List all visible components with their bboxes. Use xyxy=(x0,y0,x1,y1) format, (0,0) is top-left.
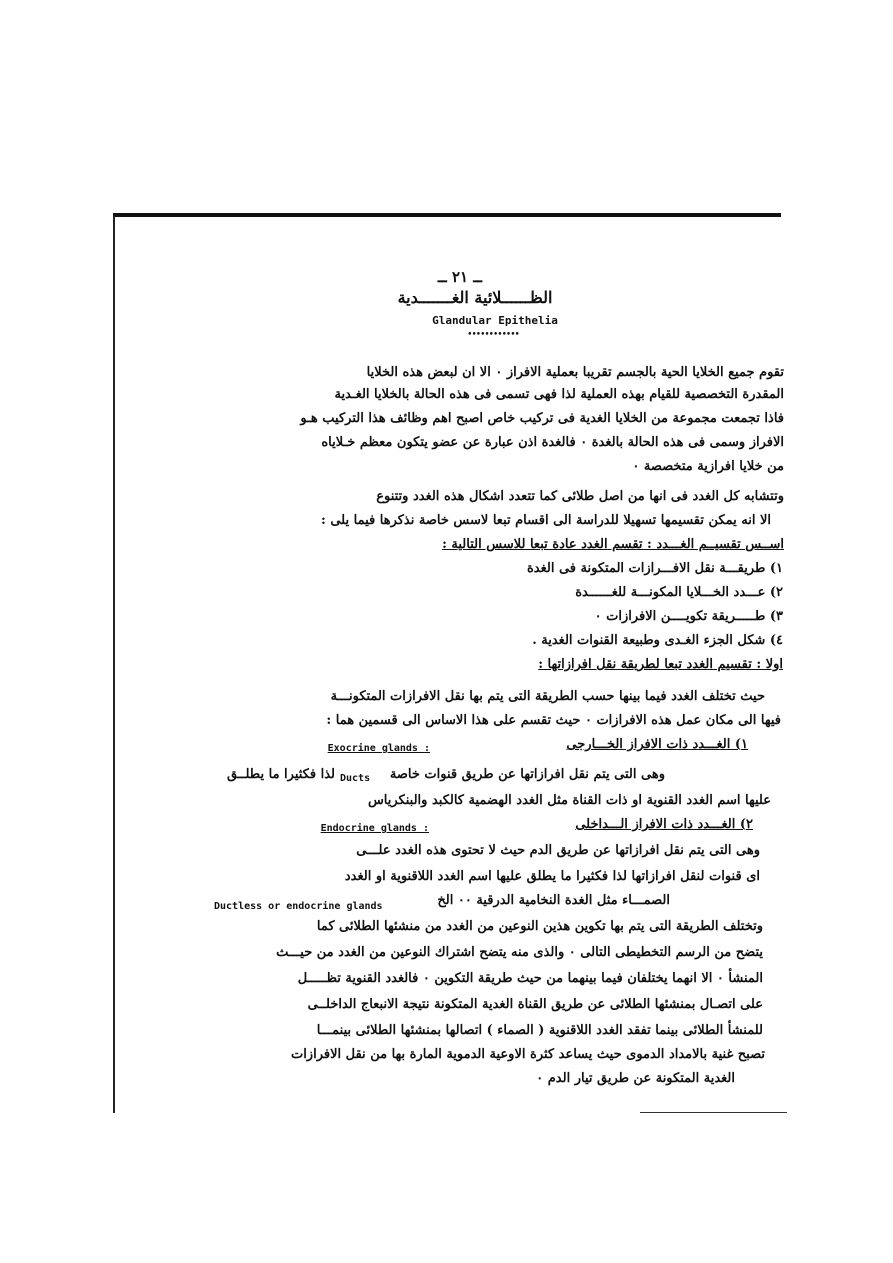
text-line: تقوم جميع الخلايا الحية بالجسم تقريبا بعملية الافراز ٠ الا ان لبعض هذه الخلايا xyxy=(366,365,784,380)
text-line: للمنشأ الطلائى بينما تفقد الغدد اللاقنوية ( الصماء ) اتصالها بمنشئها الطلائى بينمـــا xyxy=(316,1023,763,1038)
title-underline-dots: •••••••••••• xyxy=(467,330,519,340)
top-rule xyxy=(113,213,781,217)
text-line: فيها الى مكان عمل هذه الافرازات ٠ حيث تقسم على هذا الاساس الى قسمين هما : xyxy=(326,713,781,728)
text-line: على اتصـال بمنشئها الطلائى عن طريق القناة الغدية المتكونة نتيجة الانبعاج الداخلــى xyxy=(307,997,763,1012)
term-endocrine-glands: Endocrine glands : xyxy=(320,823,429,834)
bottom-rule xyxy=(640,1112,787,1113)
text-line: وتختلف الطريقة التى يتم بها تكوين هذين النوعين من الغدد من منشئها الطلائى كما xyxy=(316,919,763,934)
page-number: ــ ٢١ ــ xyxy=(437,268,483,286)
text-line: فاذا تجمعت مجموعة من الخلايا الغدية فى تركيب خاص اصبح اهم وظائف هذا التركيب هـو xyxy=(300,411,784,426)
subheading-endocrine: ٢) الغـــدد ذات الافراز الـــداخلى xyxy=(575,817,753,832)
list-item: ٤) شكل الجزء الغـدى وطبيعة القنوات الغدية . xyxy=(532,633,783,648)
list-item: ٣) طـــــريقة تكويــــن الافرازات ٠ xyxy=(594,609,783,624)
term-ducts: Ducts xyxy=(340,773,371,784)
text-line: عليها اسم الغدد القنوية او ذات القناة مثل الغدد الهضمية كالكبد والبنكرياس xyxy=(367,793,771,808)
text-line: من خلايا افرازية متخصصة ٠ xyxy=(632,459,784,474)
term-exocrine-glands: Exocrine glands : xyxy=(327,743,430,754)
text-line: الافراز وسمى فى هذه الحالة بالغدة ٠ فالغدة اذن عبارة عن عضو يتكون معظم خـلاياه xyxy=(321,435,784,450)
text-line: الغدية المتكونة عن طريق تيار الدم ٠ xyxy=(536,1071,735,1086)
subheading-exocrine: ١) الغـــدد ذات الافراز الخـــارجى xyxy=(566,737,748,752)
text-line: تصبح غنية بالامداد الدموى حيث يساعد كثرة الاوعية الدموية المارة بها من نقل الافرازات xyxy=(290,1047,765,1062)
title-arabic: الظــــــلائية الغـــــــدية xyxy=(397,288,553,307)
text-line: وهى التى يتم نقل افرازاتها عن طريق الدم حيث لا تحتوى هذه الغدد علـــى xyxy=(356,843,760,858)
text-line: المنشأ ٠ الا انهما يختلفان فيما بينهما من حيث طريقة التكوين ٠ فالغدد القنوية تظـــــل xyxy=(297,971,763,986)
list-item: ١) طريقـــة نقل الافـــرازات المتكونة فى الغدة xyxy=(526,561,783,576)
section-heading: اولا : تقسيم الغدد تبعا لطريقة نقل افرازاتها : xyxy=(538,657,783,672)
text-line: لذا فكثيرا ما يطلــق xyxy=(227,767,335,782)
text-line: حيث تختلف الغدد فيما بينها حسب الطريقة التى يتم بها نقل الافرازات المتكونـــة xyxy=(330,689,765,704)
section-heading: اســس تقسيــم الغـــدد : تقسم الغدد عادة تبعا للاسس التالية : xyxy=(442,537,784,552)
text-line: الا انه يمكن تقسيمها تسهيلا للدراسة الى اقسام تبعا لاسس خاصة نذكرها فيما يلى : xyxy=(321,513,771,528)
text-line: يتضح من الرسم التخطيطى التالى ٠ والذى منه يتضح اشتراك النوعين من الغدد من حيـــث xyxy=(276,945,763,960)
text-line: وتتشابه كل الغدد فى انها من اصل طلائى كما تتعدد اشكال هذه الغدد وتتنوع xyxy=(376,489,784,504)
text-line: وهى التى يتم نقل افرازاتها عن طريق قنوات خاصة xyxy=(389,767,665,782)
term-ductless-endocrine: Ductless or endocrine glands xyxy=(214,901,383,912)
text-line: المقدرة التخصصية للقيام بهذه العملية لذا فهى تسمى فى هذه الحالة بالخلايا الغـدية xyxy=(334,387,784,402)
text-line: اى قنوات لنقل افرازاتها لذا فكثيرا ما يطلق عليها اسم الغدد اللاقنوية او الغدد xyxy=(344,869,760,884)
title-english: Glandular Epithelia xyxy=(432,314,558,327)
left-margin-rule xyxy=(113,216,115,1113)
text-line: الصمـــاء مثل الغدة النخامية الدرقية ٠٠ الخ xyxy=(437,893,670,908)
list-item: ٢) عـــدد الخـــلايا المكونـــة للغــــــدة xyxy=(575,585,783,600)
